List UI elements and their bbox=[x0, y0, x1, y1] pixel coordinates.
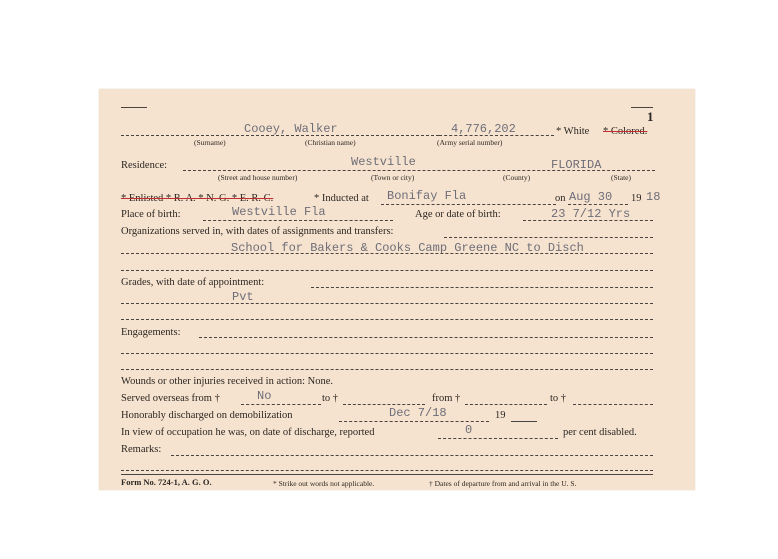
percent-label: per cent disabled. bbox=[563, 427, 637, 438]
serial-caption: (Army serial number) bbox=[437, 138, 503, 147]
occupation-label: In view of occupation he was, on date of discharge, reported bbox=[121, 427, 375, 438]
discharge-year-line bbox=[511, 421, 537, 422]
county-caption: (County) bbox=[503, 173, 531, 182]
overseas-to2-line bbox=[573, 404, 653, 405]
discharge-year-label: 19 bbox=[495, 410, 506, 421]
discharge-date-line bbox=[339, 421, 489, 422]
surname-caption: (Surname) bbox=[194, 138, 226, 147]
year-suffix-value: 18 bbox=[646, 190, 661, 204]
age-value: 23 7/12 Yrs bbox=[551, 207, 631, 221]
remarks-label: Remarks: bbox=[121, 444, 162, 455]
form-number: Form No. 724-1, A. G. O. bbox=[121, 477, 212, 487]
town-value: Westville bbox=[351, 155, 416, 169]
inducted-at-label: * Inducted at bbox=[314, 193, 369, 204]
serial-value: 4,776,202 bbox=[451, 122, 516, 136]
age-label: Age or date of birth: bbox=[415, 209, 501, 220]
year-prefix: 19 bbox=[631, 193, 642, 204]
organizations-line-2 bbox=[121, 253, 653, 254]
colored-label: * Colored. bbox=[603, 126, 648, 137]
engagements-label: Engagements: bbox=[121, 327, 181, 338]
organizations-label: Organizations served in, with dates of assignments and transfers: bbox=[121, 226, 394, 237]
grades-label: Grades, with date of appointment: bbox=[121, 277, 265, 288]
page-number: 1 bbox=[647, 109, 654, 124]
induction-date-value: Aug 30 bbox=[569, 190, 613, 204]
overseas-from-value: No bbox=[257, 389, 272, 403]
organizations-line-1 bbox=[444, 237, 653, 238]
wounds-label: Wounds or other injuries received in action: None. bbox=[121, 376, 334, 387]
to-label: to † bbox=[322, 393, 339, 404]
enlisted-options: * Enlisted * R. A. * N. G. * E. R. C. bbox=[121, 193, 274, 204]
record-card bbox=[99, 89, 695, 490]
engagements-line-2 bbox=[121, 353, 653, 354]
footnote-strike: * Strike out words not applicable. bbox=[273, 479, 375, 488]
birthplace-line bbox=[203, 220, 393, 221]
residence-label: Residence: bbox=[121, 160, 168, 171]
remarks-line-1 bbox=[171, 455, 653, 456]
inducted-line bbox=[381, 204, 556, 205]
name-value: Cooey, Walker bbox=[244, 122, 338, 136]
state-caption: (State) bbox=[611, 173, 631, 182]
discharge-date-value: Dec 7/18 bbox=[389, 406, 447, 420]
grades-line-2 bbox=[121, 303, 653, 304]
place-of-birth-label: Place of birth: bbox=[121, 209, 181, 220]
white-label: * White bbox=[556, 126, 590, 137]
engagements-line-3 bbox=[121, 369, 653, 370]
overseas-to-line bbox=[343, 404, 425, 405]
grade-value: Pvt bbox=[232, 290, 254, 304]
christian-name-caption: (Christian name) bbox=[305, 138, 356, 147]
from-label: from † bbox=[432, 393, 461, 404]
state-value: FLORIDA bbox=[551, 158, 602, 172]
birthplace-value: Westville Fla bbox=[232, 205, 326, 219]
organizations-line-3 bbox=[121, 270, 653, 271]
town-caption: (Town or city) bbox=[371, 173, 415, 182]
disability-line bbox=[438, 438, 558, 439]
footnote-dates: † Dates of departure from and arrival in the U. S. bbox=[429, 479, 577, 488]
on-label: on bbox=[555, 193, 566, 204]
overseas-from-line bbox=[241, 404, 321, 405]
organization-value: School for Bakers & Cooks Camp Greene NC to Disch bbox=[231, 241, 584, 255]
footer-rule bbox=[121, 474, 653, 475]
served-overseas-label: Served overseas from † bbox=[121, 393, 220, 404]
overseas-from2-line bbox=[465, 404, 547, 405]
to2-label: to † bbox=[550, 393, 567, 404]
date-line bbox=[568, 204, 628, 205]
disability-value: 0 bbox=[465, 423, 473, 437]
grades-line-3 bbox=[121, 319, 653, 320]
street-caption: (Street and house number) bbox=[218, 173, 298, 182]
inducted-place-value: Bonifay Fla bbox=[387, 189, 467, 203]
top-left-rule bbox=[121, 107, 147, 108]
engagements-line-1 bbox=[199, 337, 653, 338]
remarks-line-2 bbox=[121, 470, 653, 471]
discharged-label: Honorably discharged on demobilization bbox=[121, 410, 293, 421]
top-right-rule bbox=[631, 107, 653, 108]
grades-line-1 bbox=[311, 287, 653, 288]
